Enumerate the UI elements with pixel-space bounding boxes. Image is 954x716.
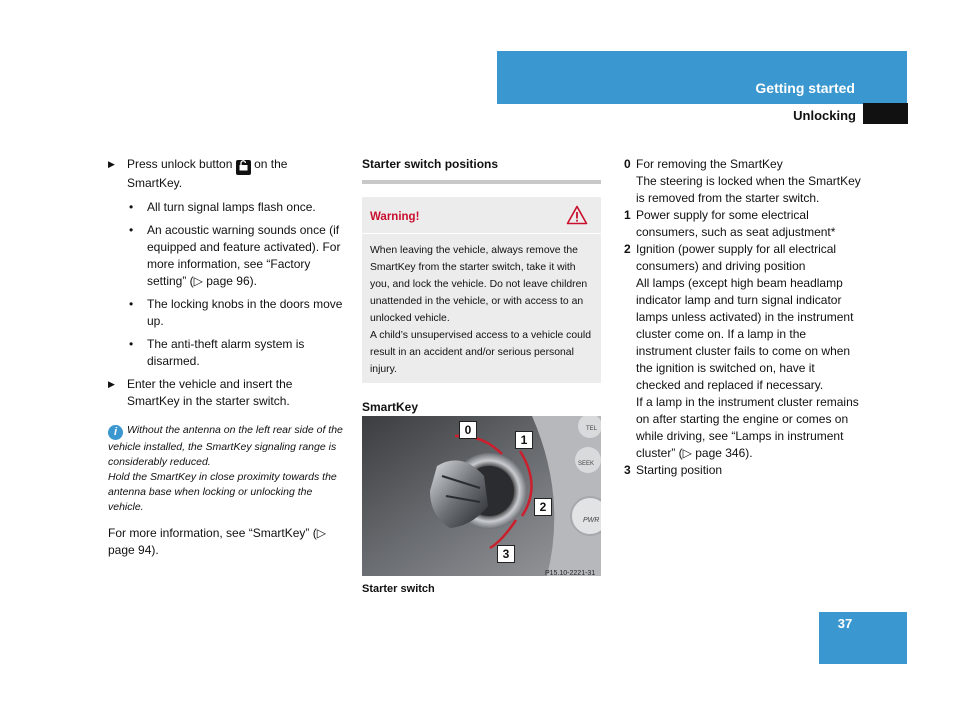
step-press-unlock <box>108 156 344 192</box>
more-info-smartkey: For more information, see “SmartKey” (▷ page 94). <box>108 526 326 557</box>
warning-box <box>362 197 601 383</box>
tel-button-label: TEL <box>586 426 598 432</box>
photo-caption: Starter switch <box>362 583 435 595</box>
position-item: 0 For removing the SmartKey The steering is locked when the SmartKey is removed from the starter switch. <box>624 157 861 205</box>
list-item: • All turn signal lamps flash once. <box>129 200 316 214</box>
step-arrow-icon: ▶ <box>108 159 115 169</box>
warning-triangle-icon <box>566 205 588 230</box>
seek-button-label: SEEK <box>578 461 595 467</box>
position-label-0: 0 <box>459 421 477 439</box>
middle-column <box>362 156 601 595</box>
position-item: 1 Power supply for some electrical consumers, such as seat adjustment* <box>624 208 836 239</box>
list-item: • An acoustic warning sounds once (if equipped and feature activated). For more information, see “Factory setting” (▷ page 96). <box>129 223 341 288</box>
section-title: Getting started <box>755 80 855 96</box>
position-label-1: 1 <box>515 431 533 449</box>
list-item: • The locking knobs in the doors move up. <box>129 297 343 328</box>
position-label-2: 2 <box>534 498 552 516</box>
right-column <box>624 156 862 479</box>
step1-text-after: on the SmartKey. <box>127 157 288 190</box>
starter-switch-photo <box>362 416 601 576</box>
starter-positions-heading: Starter switch positions <box>362 157 499 171</box>
page-number: 37 <box>837 616 853 631</box>
left-column <box>108 156 344 559</box>
result-bullets <box>108 199 344 370</box>
info-note: i Without the antenna on the left rear side of the vehicle installed, the SmartKey signaling range is considerably reduced. Hold the SmartKey in close proximity towards the antenna base when locking or unlocking the vehicle. <box>108 424 343 513</box>
heading-rule <box>362 180 601 184</box>
position-label-3: 3 <box>497 545 515 563</box>
warning-text: When leaving the vehicle, always remove the SmartKey from the starter switch, take it with you, and lock the vehicle. Do not leave children unattended in the vehicle, or with access to an unlocked vehicle. <box>370 245 588 324</box>
subsection-title: Unlocking <box>793 108 856 123</box>
section-header-bar <box>497 51 907 104</box>
image-ref-code: P15.10-2221-31 <box>545 570 596 577</box>
step1-text: Press unlock button <box>127 157 233 171</box>
smartkey-heading: SmartKey <box>362 400 419 414</box>
position-item: 3 Starting position <box>624 463 723 477</box>
info-icon: i <box>108 425 123 440</box>
warning-text: A child’s unsupervised access to a vehicle could result in an accident and/or serious personal injury. <box>370 330 592 375</box>
position-item: 2 Ignition (power supply for all electrical consumers) and driving position All lamps (except high beam headlamp indicator lamp and turn signal indicator lamps unless activated) in the instrument cluster come on. If a lamp in the instrument cluster fails to come on when the ignition is switched on, have it checked and replaced if necessary. If a lamp in the instrument cluster remains on after starting the engine or comes on while driving, see “Lamps in instrument cluster” (▷ page 346). <box>624 242 859 460</box>
step-insert-key: ▶ Enter the vehicle and insert the SmartKey in the starter switch. <box>108 377 293 408</box>
step-arrow-icon: ▶ <box>108 379 115 389</box>
warning-title: Warning! <box>370 211 420 223</box>
subsection-marker <box>863 103 908 124</box>
list-item: • The anti-theft alarm system is disarmed. <box>129 337 305 368</box>
pwr-button-label: PWR <box>583 517 600 524</box>
unlock-icon <box>236 160 251 175</box>
